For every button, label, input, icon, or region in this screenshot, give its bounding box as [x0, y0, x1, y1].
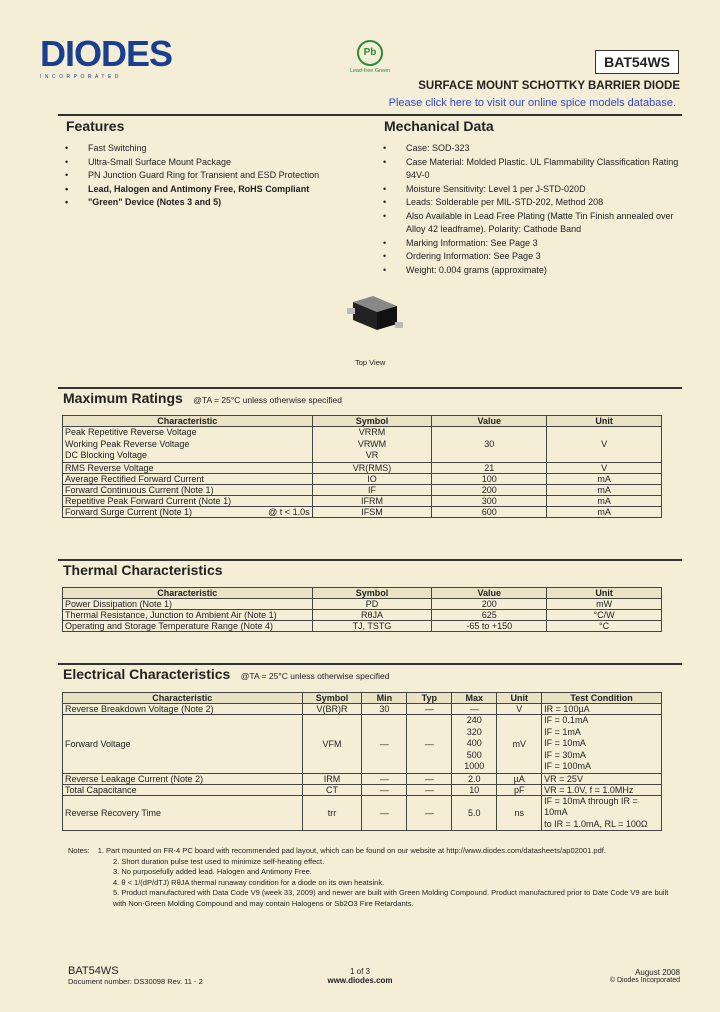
pb-text: Lead-free Green	[349, 68, 391, 74]
header-cell: Symbol	[312, 416, 432, 427]
table-row	[63, 427, 662, 463]
table-row	[63, 773, 662, 784]
table-row	[63, 784, 662, 795]
features-list	[62, 142, 362, 210]
header-cell: Unit	[547, 588, 662, 599]
footer-website[interactable]: www.diodes.com	[327, 976, 393, 985]
footer-page: 1 of 3	[349, 967, 370, 976]
table-row	[63, 506, 662, 517]
cell: IRM	[302, 773, 362, 784]
cell: —	[362, 784, 407, 795]
list-item: • PN Junction Guard Ring for Transient and ESD Protection	[62, 169, 362, 183]
top-view-caption: Top View	[355, 358, 386, 367]
note-text: 5. Product manufactured with Data Code V9 (week 33, 2009) and newer are built with Green Molding Compound. Product manufactured prior to Date Code V9 are built with Non-Green Molding Compound and may contain Halogens or Sb2O3 Fire Retardants.	[113, 888, 669, 908]
cell: —	[407, 704, 452, 715]
note-line	[68, 846, 673, 857]
cell: pF	[497, 784, 542, 795]
note-text: 3. No purposefully added lead. Halogen and Antimony Free.	[113, 867, 312, 876]
cell: IFSM	[312, 506, 432, 517]
cell: °C	[547, 621, 662, 632]
cell: PD	[312, 599, 432, 610]
mechanical-title: Mechanical Data	[384, 118, 494, 134]
cell-condition: @ t < 1.0s	[268, 506, 310, 517]
table-row	[63, 704, 662, 715]
cell: 10	[452, 784, 497, 795]
cell: mA	[547, 495, 662, 506]
note-text: 1. Part mounted on FR-4 PC board with recommended pad layout, which can be found on our website at http://www.diodes.com/datasheets/ap02001.pdf.	[97, 846, 606, 855]
table-header-row	[63, 588, 662, 599]
electrical-condition: @TA = 25°C unless otherwise specified	[240, 671, 390, 681]
cell: —	[407, 773, 452, 784]
cell: —	[452, 704, 497, 715]
cell: Reverse Recovery Time	[63, 795, 303, 831]
electrical-heading	[63, 666, 389, 684]
header-cell: Unit	[547, 416, 662, 427]
header-cell: Symbol	[302, 693, 362, 704]
table-row	[63, 599, 662, 610]
header-cell: Value	[432, 588, 547, 599]
cell: VR(RMS)	[312, 462, 432, 473]
header-cell: Typ	[407, 693, 452, 704]
header-cell: Test Condition	[542, 693, 662, 704]
cell: Power Dissipation (Note 1)	[63, 599, 313, 610]
section-rule	[58, 114, 682, 116]
logo-text: DIODES	[40, 33, 173, 74]
cell: 21	[432, 462, 547, 473]
header-cell: Value	[432, 416, 547, 427]
cell: Operating and Storage Temperature Range (Note 4)	[63, 621, 313, 632]
package-image	[345, 292, 405, 337]
cell: IF	[312, 484, 432, 495]
cell: IO	[312, 473, 432, 484]
header-cell: Max	[452, 693, 497, 704]
cell: Thermal Resistance, Junction to Ambient Air (Note 1)	[63, 610, 313, 621]
cell: mA	[547, 484, 662, 495]
cell: °C/W	[547, 610, 662, 621]
lead-free-badge	[344, 40, 396, 82]
max-ratings-title: Maximum Ratings	[63, 390, 183, 406]
footer-right	[610, 968, 680, 984]
cell: IF = 0.1mA IF = 1mA IF = 10mA IF = 30mA IF = 100mA	[542, 715, 662, 774]
cell: RMS Reverse Voltage	[63, 462, 313, 473]
cell: ns	[497, 795, 542, 831]
table-row	[63, 715, 662, 774]
cell: RθJA	[312, 610, 432, 621]
section-rule	[58, 559, 682, 561]
thermal-title: Thermal Characteristics	[63, 562, 223, 578]
cell: CT	[302, 784, 362, 795]
electrical-title: Electrical Characteristics	[63, 666, 231, 682]
pb-symbol: Pb	[357, 40, 383, 66]
cell: 30	[432, 427, 547, 463]
header-cell: Symbol	[312, 588, 432, 599]
cell-text: Forward Surge Current (Note 1)	[65, 506, 193, 517]
electrical-table	[62, 692, 662, 831]
list-item: • Weight: 0.004 grams (approximate)	[380, 264, 680, 278]
header-cell: Unit	[497, 693, 542, 704]
cell: V	[547, 462, 662, 473]
cell: V(BR)R	[302, 704, 362, 715]
cell: IFRM	[312, 495, 432, 506]
table-row	[63, 621, 662, 632]
cell: Forward Continuous Current (Note 1)	[63, 484, 313, 495]
cell: mA	[547, 506, 662, 517]
table-header-row	[63, 693, 662, 704]
list-item: • Ordering Information: See Page 3	[380, 250, 680, 264]
cell: 200	[432, 599, 547, 610]
cell: 240 320 400 500 1000	[452, 715, 497, 774]
cell: 30	[362, 704, 407, 715]
list-item: • Case Material: Molded Plastic. UL Flammability Classification Rating 94V-0	[380, 156, 680, 183]
max-ratings-heading	[63, 390, 342, 408]
list-item: • Also Available in Lead Free Plating (Matte Tin Finish annealed over Alloy 42 leadframe). Polarity: Cathode Band	[380, 210, 680, 237]
cell: —	[362, 773, 407, 784]
note-text: 2. Short duration pulse test used to minimize self-heating effect.	[113, 856, 325, 866]
cell: —	[407, 715, 452, 774]
cell: IF = 10mA through IR = 10mA to IR = 1.0mA, RL = 100Ω	[542, 795, 662, 831]
cell: —	[407, 784, 452, 795]
cell: 300	[432, 495, 547, 506]
cell: —	[362, 795, 407, 831]
cell: trr	[302, 795, 362, 831]
cell: Total Capacitance	[63, 784, 303, 795]
cell: -65 to +150	[432, 621, 547, 632]
cell: Average Rectified Forward Current	[63, 473, 313, 484]
cell: 2.0	[452, 773, 497, 784]
cell: mV	[497, 715, 542, 774]
notes-label: Notes:	[68, 846, 90, 855]
features-title: Features	[66, 118, 125, 134]
cell: VR = 1.0V, f = 1.0MHz	[542, 784, 662, 795]
cell: 625	[432, 610, 547, 621]
max-ratings-condition: @TA = 25°C unless otherwise specified	[193, 395, 342, 405]
footer-doc-number: Document number: DS30098 Rev. 11 - 2	[68, 977, 203, 986]
table-header-row	[63, 416, 662, 427]
cell: 600	[432, 506, 547, 517]
header-cell: Min	[362, 693, 407, 704]
table-row	[63, 495, 662, 506]
footer-date: August 2008	[635, 968, 680, 977]
notes-block	[68, 846, 673, 909]
cell: VR = 25V	[542, 773, 662, 784]
cell: µA	[497, 773, 542, 784]
note-text: 4. θ < 1/(dP/dTJ) RθJA thermal runaway condition for a diode on its own heatsink.	[113, 877, 385, 887]
cell: Repetitive Peak Forward Current (Note 1)	[63, 495, 313, 506]
logo-sub: INCORPORATED	[40, 74, 122, 80]
footer-part: BAT54WS	[68, 965, 119, 977]
list-item: • Case: SOD-323	[380, 142, 680, 156]
diodes-logo	[40, 33, 210, 80]
cell: —	[407, 795, 452, 831]
cell: mW	[547, 599, 662, 610]
cell	[63, 506, 313, 517]
table-row	[63, 795, 662, 831]
header-cell: Characteristic	[63, 693, 303, 704]
list-item: • Moisture Sensitivity: Level 1 per J-STD-020D	[380, 183, 680, 197]
cell: Reverse Breakdown Voltage (Note 2)	[63, 704, 303, 715]
list-item: • Lead, Halogen and Antimony Free, RoHS Compliant	[62, 183, 362, 197]
cell: 200	[432, 484, 547, 495]
thermal-table	[62, 587, 662, 632]
cell: 5.0	[452, 795, 497, 831]
max-ratings-table	[62, 415, 662, 518]
cell: Reverse Leakage Current (Note 2)	[63, 773, 303, 784]
list-item: • Marking Information: See Page 3	[380, 237, 680, 251]
section-rule	[58, 387, 682, 389]
cell: mA	[547, 473, 662, 484]
cell: VRRM VRWM VR	[312, 427, 432, 463]
section-rule	[58, 663, 682, 665]
product-subtitle: SURFACE MOUNT SCHOTTKY BARRIER DIODE	[418, 80, 680, 92]
cell: 100	[432, 473, 547, 484]
table-row	[63, 473, 662, 484]
cell: V	[547, 427, 662, 463]
footer-copyright: © Diodes Incorporated	[609, 977, 680, 984]
list-item: • Ultra-Small Surface Mount Package	[62, 156, 362, 170]
cell: IR = 100µA	[542, 704, 662, 715]
table-row	[63, 462, 662, 473]
cell: VFM	[302, 715, 362, 774]
list-item: • Leads: Solderable per MIL-STD-202, Method 208	[380, 196, 680, 210]
part-number-box: BAT54WS	[595, 50, 679, 74]
spice-models-link[interactable]: Please click here to visit our online spice models database.	[388, 97, 676, 109]
list-item: • "Green" Device (Notes 3 and 5)	[62, 196, 362, 210]
cell: Forward Voltage	[63, 715, 303, 774]
table-row	[63, 610, 662, 621]
header-cell: Characteristic	[63, 588, 313, 599]
cell: V	[497, 704, 542, 715]
mechanical-list	[380, 142, 680, 277]
cell: TJ, TSTG	[312, 621, 432, 632]
cell: —	[362, 715, 407, 774]
list-item: • Fast Switching	[62, 142, 362, 156]
cell: Peak Repetitive Reverse Voltage Working Peak Reverse Voltage DC Blocking Voltage	[63, 427, 313, 463]
table-row	[63, 484, 662, 495]
header-cell: Characteristic	[63, 416, 313, 427]
